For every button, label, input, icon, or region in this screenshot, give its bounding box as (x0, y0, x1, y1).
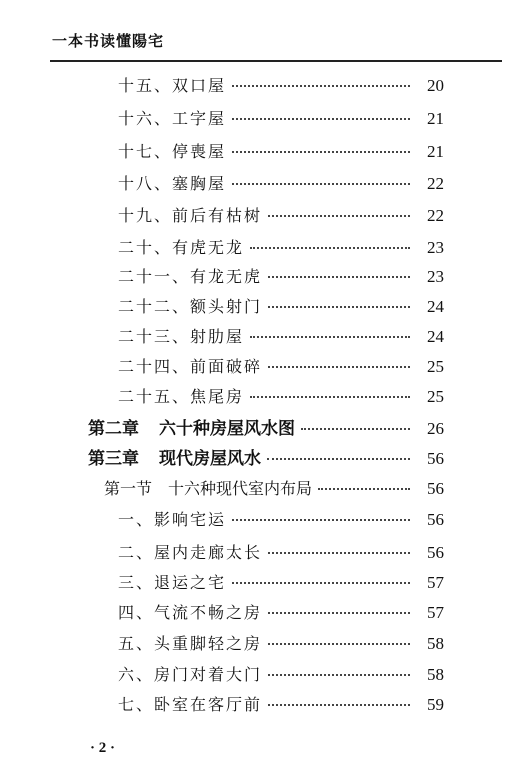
toc-entry (118, 354, 444, 376)
toc-page-number: 24 (427, 297, 444, 316)
toc-entry-title: 十九、前后有枯树 (118, 206, 263, 225)
toc-entry (118, 600, 444, 622)
toc-page-number: 26 (427, 419, 444, 438)
toc-page-number: 56 (427, 543, 444, 562)
toc-entry (118, 662, 444, 684)
toc-entry-title: 十六、工字屋 (118, 109, 227, 128)
toc-entry-title: 十八、塞胸屋 (118, 174, 227, 193)
toc-entry-title: 二十五、焦尾房 (118, 387, 245, 406)
toc-page-number: 57 (427, 603, 444, 622)
toc-entry-title (104, 476, 312, 499)
toc-page-number: 23 (427, 267, 444, 286)
toc-entry (118, 235, 444, 257)
toc-entry-title: 七、卧室在客厅前 (118, 695, 263, 714)
toc-entry (118, 324, 444, 346)
dot-leader (268, 276, 410, 278)
dot-leader (232, 582, 410, 584)
toc-entry-title (88, 444, 261, 469)
toc-entry (118, 171, 444, 193)
dot-leader (250, 336, 410, 338)
dot-leader (267, 458, 410, 460)
toc-page-number: 22 (427, 206, 444, 225)
dot-leader (232, 151, 410, 153)
dot-leader (318, 488, 410, 490)
dot-leader (301, 428, 410, 430)
toc-chapter-entry (88, 444, 444, 469)
toc-entry (118, 139, 444, 161)
toc-entry-title: 二十三、射肋屋 (118, 327, 245, 346)
dot-leader (268, 612, 410, 614)
toc-entry-label: 第三章 (88, 449, 139, 469)
toc-entry (118, 106, 444, 128)
toc-page-number: 22 (427, 174, 444, 193)
toc-entry (118, 692, 444, 714)
dot-leader (268, 366, 410, 368)
toc-entry (118, 264, 444, 286)
dot-leader (250, 396, 410, 398)
dot-leader (268, 643, 410, 645)
toc-entry (118, 507, 444, 529)
toc-entry-title: 二十四、前面破碎 (118, 357, 263, 376)
toc-entry-title: 二十、有虎无龙 (118, 238, 245, 257)
dot-leader (232, 519, 410, 521)
toc-page-number: 59 (427, 695, 444, 714)
dot-leader (250, 247, 410, 249)
toc-entry-label: 第二章 (88, 419, 139, 439)
toc-entry-title: 三、退运之宅 (118, 573, 227, 592)
toc-entry (118, 570, 444, 592)
dot-leader (268, 674, 410, 676)
toc-page-number: 24 (427, 327, 444, 346)
dot-leader (232, 118, 410, 120)
page-number: · 2 · (90, 740, 116, 756)
dot-leader (268, 215, 410, 217)
toc-entry-title: 二十二、额头射门 (118, 297, 263, 316)
dot-leader (268, 306, 410, 308)
dot-leader (268, 552, 410, 554)
toc-entry-text: 现代房屋风水 (159, 449, 261, 469)
dot-leader (232, 183, 410, 185)
toc-entry-text: 十六种现代室内布局 (168, 479, 313, 498)
toc-entry-title (88, 414, 295, 439)
toc-entry-label: 第一节 (104, 479, 153, 498)
toc-page-number: 23 (427, 238, 444, 257)
toc-page-number: 58 (427, 634, 444, 653)
toc-entry (118, 540, 444, 562)
toc-entry-title: 一、影响宅运 (118, 510, 227, 529)
toc-entry (118, 294, 444, 316)
toc-page-number: 21 (427, 142, 444, 161)
toc-entry-title: 十五、双口屋 (118, 76, 227, 95)
toc-section-entry (104, 476, 444, 498)
toc-page-number: 21 (427, 109, 444, 128)
toc-entry (118, 631, 444, 653)
toc-entry-title: 六、房门对着大门 (118, 665, 263, 684)
dot-leader (232, 85, 410, 87)
toc-entry-title: 二十一、有龙无虎 (118, 267, 263, 286)
toc-entry-title: 十七、停喪屋 (118, 142, 227, 161)
toc-page-number: 56 (427, 479, 444, 498)
toc-page-number: 25 (427, 357, 444, 376)
toc-chapter-entry (88, 414, 444, 439)
toc-page-number: 56 (427, 449, 444, 468)
toc-page-number: 25 (427, 387, 444, 406)
toc-entry (118, 73, 444, 95)
toc-page-number: 58 (427, 665, 444, 684)
toc-page-number: 20 (427, 76, 444, 95)
toc-entry-title: 五、头重脚轻之房 (118, 634, 263, 653)
toc-entry (118, 384, 444, 406)
toc-entry (118, 203, 444, 225)
toc-entry-title: 四、气流不畅之房 (118, 603, 263, 622)
toc-entry-title: 二、屋内走廊太长 (118, 543, 263, 562)
toc-page-number: 57 (427, 573, 444, 592)
toc-entry-text: 六十种房屋风水图 (159, 419, 295, 439)
dot-leader (268, 704, 410, 706)
running-header-title: 一本书读懂陽宅 (52, 32, 165, 50)
toc-page-number: 56 (427, 510, 444, 529)
